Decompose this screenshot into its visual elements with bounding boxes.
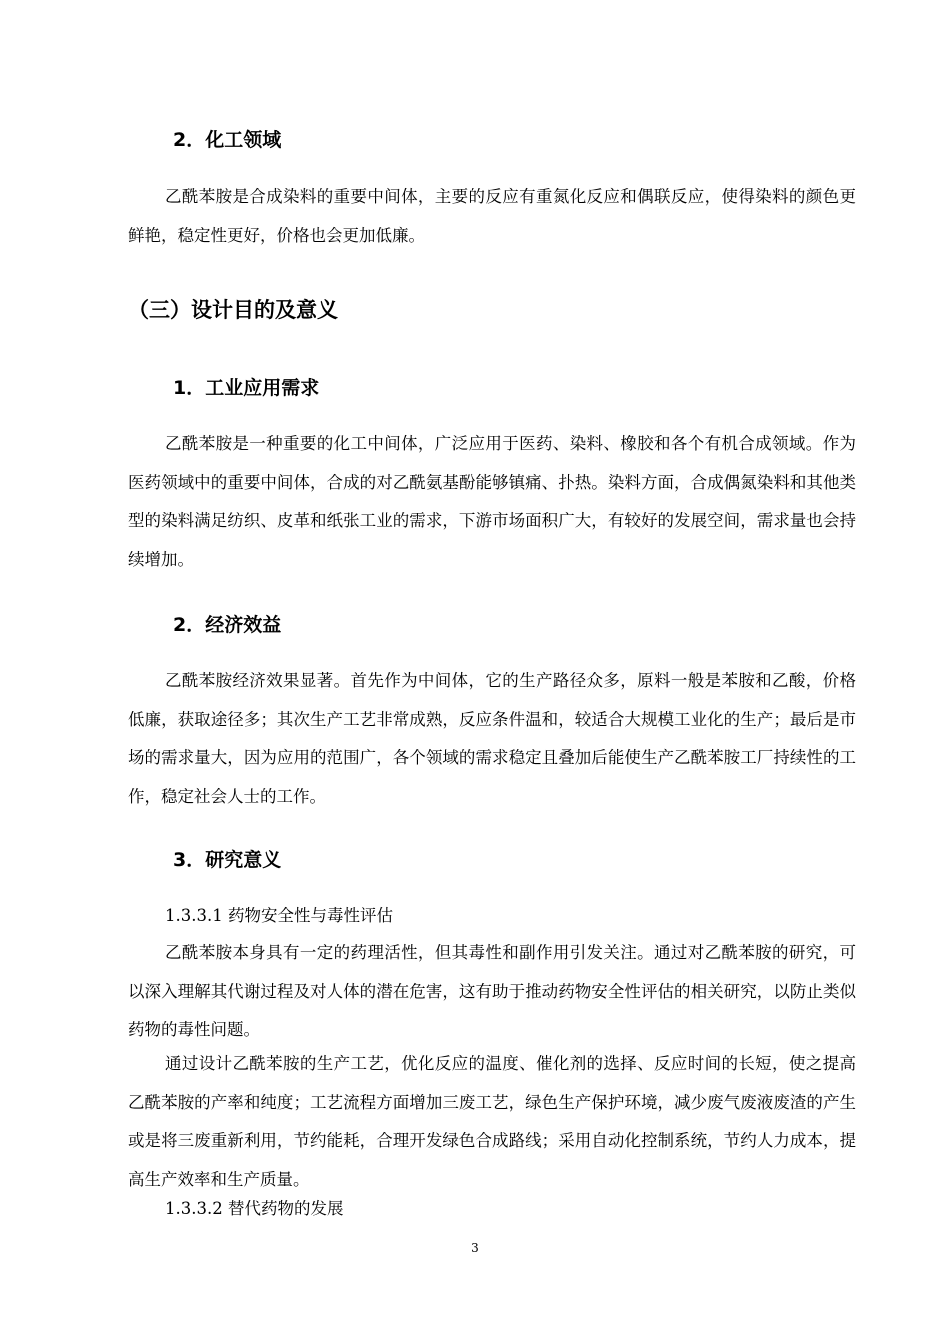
subsection-heading-1332: 1.3.3.2 替代药物的发展 — [165, 1199, 344, 1218]
page-number: 3 — [471, 1241, 479, 1255]
section-heading-chemical-field: 2．化工领域 — [173, 129, 282, 151]
subsection-heading-1331: 1.3.3.1 药物安全性与毒性评估 — [165, 906, 393, 925]
section-heading-research-significance: 3．研究意义 — [173, 849, 282, 871]
paragraph-chemical-field: 乙酰苯胺是合成染料的重要中间体，主要的反应有重氮化反应和偶联反应，使得染料的颜色更鲜艳，稳定性更好，价格也会更加低廉。 — [128, 187, 856, 245]
paragraph-industrial-demand: 乙酰苯胺是一种重要的化工中间体，广泛应用于医药、染料、橡胶和各个有机合成领域。作为医药领域中的重要中间体，合成的对乙酰氨基酚能够镇痛、扑热。染料方面，合成偶氮染料和其他类型的染料满足纺织、皮革和纸张工业的需求，下游市场面积广大，有较好的发展空间，需求量也会持续增加。 — [128, 434, 856, 569]
paragraph-research-2: 通过设计乙酰苯胺的生产工艺，优化反应的温度、催化剂的选择、反应时间的长短，使之提高乙酰苯胺的产率和纯度；工艺流程方面增加三废工艺，绿色生产保护环境，减少废气废液废渣的产生或是将三废重新利用，节约能耗，合理开发绿色合成路线；采用自动化控制系统，节约人力成本，提高生产效率和生产质量。 — [128, 1054, 856, 1189]
paragraph-research-1: 乙酰苯胺本身具有一定的药理活性，但其毒性和副作用引发关注。通过对乙酰苯胺的研究，可以深入理解其代谢过程及对人体的潜在危害，这有助于推动药物安全性评估的相关研究，以防止类似药物的毒性问题。 — [128, 943, 856, 1039]
section-heading-design-purpose: （三）设计目的及意义 — [128, 298, 338, 322]
section-heading-industrial-demand: 1．工业应用需求 — [173, 377, 320, 399]
section-heading-economic-benefit: 2．经济效益 — [173, 614, 282, 636]
paragraph-economic-benefit: 乙酰苯胺经济效果显著。首先作为中间体，它的生产路径众多，原料一般是苯胺和乙酸，价格低廉，获取途径多；其次生产工艺非常成熟，反应条件温和，较适合大规模工业化的生产；最后是市场的需求量大，因为应用的范围广，各个领域的需求稳定且叠加后能使生产乙酰苯胺工厂持续性的工作，稳定社会人士的工作。 — [128, 671, 856, 806]
